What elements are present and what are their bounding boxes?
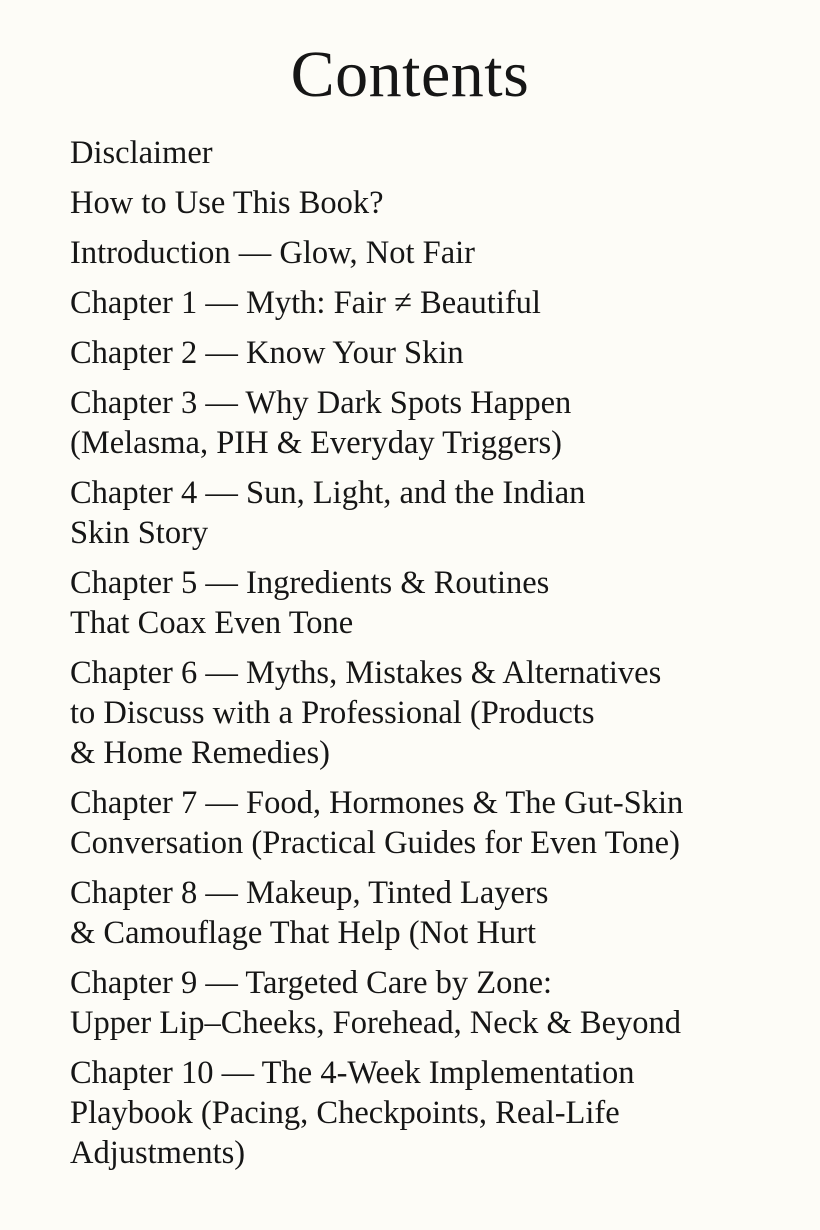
toc-entry[interactable]: [70, 283, 810, 323]
toc-entry-line: & Camouflage That Help (Not Hurt: [70, 915, 537, 951]
toc-entry-line: Chapter 4 — Sun, Light, and the Indian: [70, 475, 586, 511]
toc-entry-line: That Coax Even Tone: [70, 605, 354, 641]
table-of-contents: [70, 133, 810, 1183]
toc-entry[interactable]: [70, 963, 810, 1043]
toc-entry-line: Chapter 8 — Makeup, Tinted Layers: [70, 875, 549, 911]
toc-entry-line: Conversation (Practical Guides for Even Tone): [70, 825, 680, 861]
toc-entry-line: to Discuss with a Professional (Products: [70, 695, 595, 731]
toc-entry[interactable]: [70, 873, 810, 953]
toc-entry-line: Chapter 3 — Why Dark Spots Happen: [70, 385, 572, 421]
toc-entry-line: Chapter 7 — Food, Hormones & The Gut-Skin: [70, 785, 684, 821]
toc-entry[interactable]: [70, 473, 810, 553]
toc-entry-line: Skin Story: [70, 515, 209, 551]
toc-entry[interactable]: [70, 183, 810, 223]
toc-entry[interactable]: [70, 233, 810, 273]
toc-entry-line: Chapter 2 — Know Your Skin: [70, 335, 464, 371]
toc-entry-line: Chapter 10 — The 4-Week Implementation: [70, 1055, 635, 1091]
toc-entry-line: Chapter 9 — Targeted Care by Zone:: [70, 965, 553, 1001]
toc-entry-line: Disclaimer: [70, 135, 213, 171]
toc-entry[interactable]: [70, 383, 810, 463]
toc-entry-line: Adjustments): [70, 1135, 246, 1171]
toc-entry-line: Chapter 1 — Myth: Fair ≠ Beautiful: [70, 285, 541, 321]
toc-entry-line: Chapter 5 — Ingredients & Routines: [70, 565, 550, 601]
page-title: Contents: [290, 38, 530, 111]
toc-entry-line: How to Use This Book?: [70, 185, 384, 221]
toc-entry-line: & Home Remedies): [70, 735, 330, 771]
toc-entry-line: Upper Lip–Cheeks, Forehead, Neck & Beyond: [70, 1005, 682, 1041]
toc-entry-line: (Melasma, PIH & Everyday Triggers): [70, 425, 562, 461]
toc-entry-line: Chapter 6 — Myths, Mistakes & Alternatives: [70, 655, 662, 691]
toc-entry-line: Introduction — Glow, Not Fair: [70, 235, 475, 271]
toc-entry[interactable]: [70, 333, 810, 373]
toc-entry[interactable]: [70, 133, 810, 173]
toc-entry[interactable]: [70, 1053, 810, 1173]
toc-entry[interactable]: [70, 653, 810, 773]
toc-entry[interactable]: [70, 783, 810, 863]
toc-entry[interactable]: [70, 563, 810, 643]
toc-entry-line: Playbook (Pacing, Checkpoints, Real-Life: [70, 1095, 620, 1131]
